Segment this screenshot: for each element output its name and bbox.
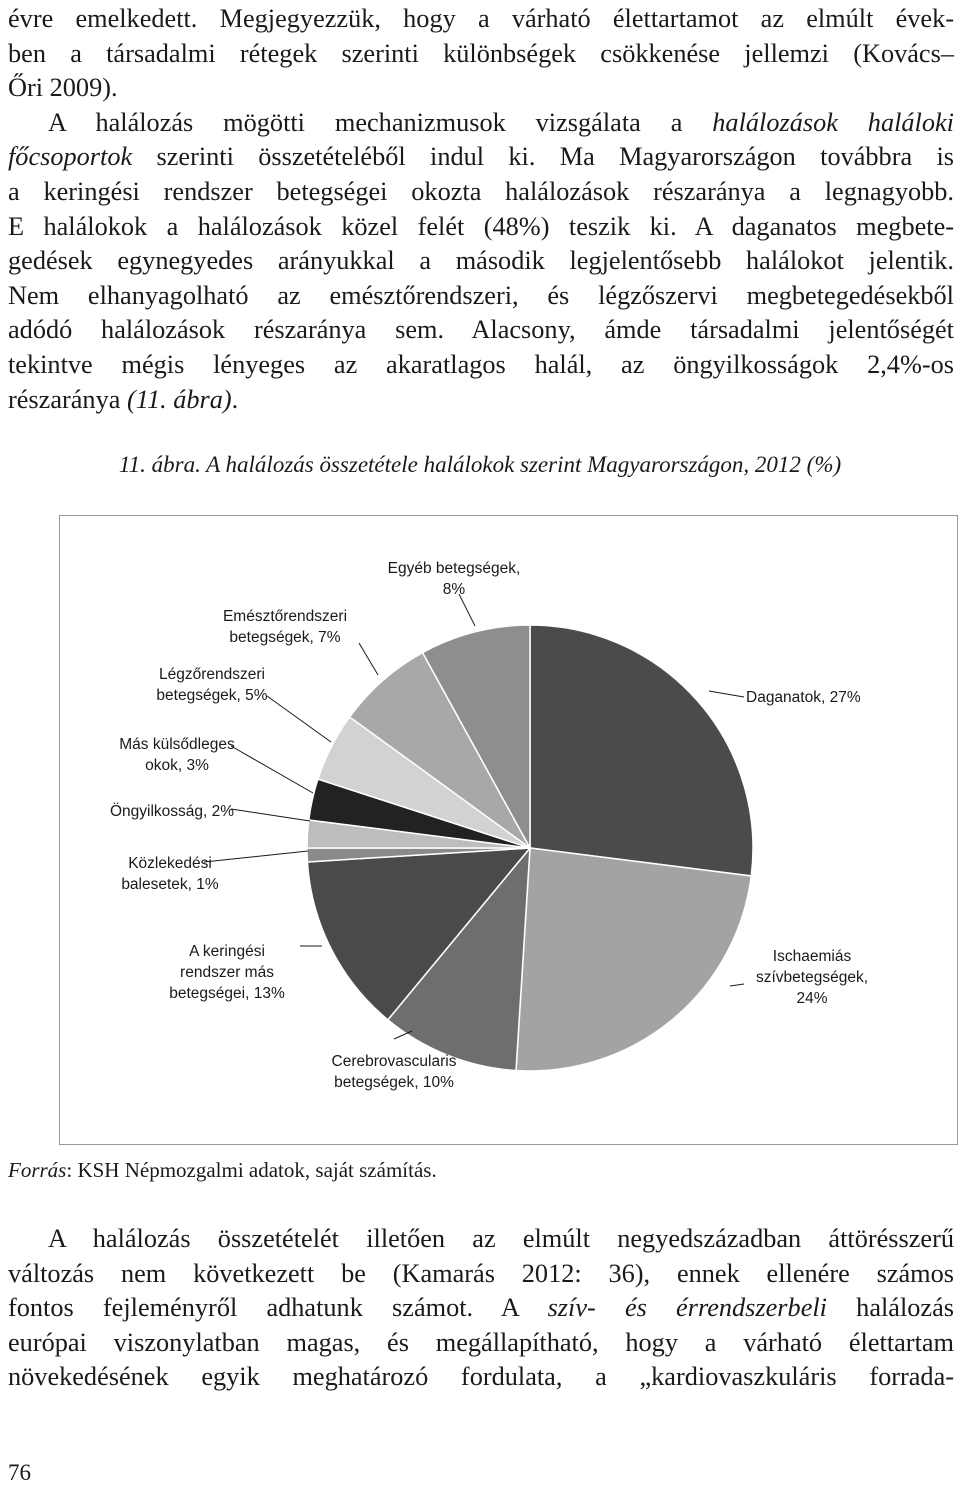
text-line: gedések egynegyedes arányukkal a második legjelentősebb halálokot jelentik. [8,246,954,276]
text-line [8,106,954,141]
text-line: évre emelkedett. Megjegyezzük, hogy a várható élettartamot az elmúlt évek- [8,4,954,33]
slice-label-line: Daganatok, 27% [746,689,861,706]
source-text: : KSH Népmozgalmi adatok, saját számítás. [66,1158,437,1182]
slice-label-line: Emésztőrendszeri [222,608,348,625]
slice-label-line: 8% [442,581,466,598]
slice-label-line: betegségek, 5% [156,687,268,704]
leader-line [204,851,308,862]
slice-label-line: Cerebrovascularis [331,1053,457,1070]
slice-label [121,855,219,893]
text-fragment: részaránya [8,384,127,414]
leader-line [231,809,310,821]
figure-caption: 11. ábra. A halálozás összetétele halálokok szerint Magyarországon, 2012 (%) [118,452,842,477]
top-paragraph [8,2,954,417]
slice-label-line: szívbetegségek, [755,969,869,986]
italic-fragment: főcsoportok [8,142,133,172]
text-line: Nem elhanyagolható az emésztőrendszeri, és légzőszervi megbetegedésekből [8,280,954,310]
leader-line [730,984,744,986]
text-line [8,383,954,418]
slice-label-line: okok, 3% [145,757,209,774]
text-line [8,1291,954,1326]
text-fragment: halálozás [826,1293,954,1323]
text-line [8,140,954,175]
slice-label-line: Egyéb betegségek, [387,560,521,577]
text-line: Őri 2009). [8,73,118,103]
slice-label [110,802,234,820]
leader-line [359,643,378,675]
slice-label-line: Más külsődleges [119,736,235,753]
text-line: tekintve mégis lényeges az akaratlagos halál, az öngyilkosságok 2,4%-os [8,349,954,379]
text-line: adódó halálozások részaránya sem. Alacsony, ámde társadalmi jelentőségét [8,315,954,345]
text-fragment: fontos fejleményről adhatunk számot. A [8,1293,548,1323]
slice-label [388,560,521,598]
chart-frame [59,515,958,1145]
text-line: változás nem következett be (Kamarás 2012: 36), ennek ellenére számos [8,1258,954,1288]
text-line: A halálozás összetételét illetően az elmúlt negyedszázadban áttörésszerű [48,1224,954,1253]
leader-line [709,691,744,697]
text-line: a keringési rendszer betegségei okozta halálozások részaránya a legnagyobb. [8,176,954,206]
text-fragment: A halálozás mögötti mechanizmusok vizsgálata a [48,107,713,137]
slice-label-line: betegségek, 10% [334,1074,454,1091]
slice-label [756,948,868,1007]
slice-label-line: Közlekedési [128,855,212,872]
italic-fragment: halálozások haláloki [712,107,954,137]
slice-label [156,666,267,704]
slice-label [746,689,861,706]
text-line: növekedésének egyik meghatározó fordulata, a „kardiovaszkuláris forrada- [8,1362,954,1392]
page-number: 76 [8,1460,31,1485]
slice-label-line: Ischaemiás [772,948,852,965]
slice-label [223,608,347,646]
text-line: E halálokok a halálozások közel felét (48%) teszik ki. A daganatos megbete- [8,211,954,241]
italic-fragment: (11. ábra) [126,384,232,414]
slice-label [332,1053,457,1091]
slice-label-line: A keringési [189,943,265,960]
text-fragment: . [231,384,239,414]
pie-slice [530,625,753,876]
slice-label [169,943,285,1002]
slice-label-line: Légzőrendszeri [159,666,265,683]
slice-label-line: Öngyilkosság, 2% [109,803,235,820]
slice-label-line: balesetek, 1% [121,876,219,893]
leader-line [267,696,331,742]
text-line: európai viszonylatban magas, és megállapítható, hogy a várható élettartam [8,1327,954,1357]
slice-label [119,736,235,774]
leader-line [459,594,475,626]
slice-label-line: 24% [796,990,828,1007]
slice-label-line: betegségei, 13% [169,985,285,1002]
italic-fragment: szív- és érrendszerbeli [547,1293,827,1323]
bottom-paragraph [8,1222,954,1395]
leader-line [231,746,313,793]
pie-slice [516,848,751,1071]
slice-label-line: betegségek, 7% [229,629,341,646]
source-note [8,1158,437,1183]
source-prefix: Forrás [8,1158,67,1182]
text-line: ben a társadalmi rétegek szerinti különbségek csökkenése jellemzi (Kovács– [8,38,954,68]
slice-label-line: rendszer más [180,964,274,981]
pie-chart [60,516,959,1146]
text-fragment: szerinti összetételéből indul ki. Ma Magyarországon továbbra is [132,142,954,172]
